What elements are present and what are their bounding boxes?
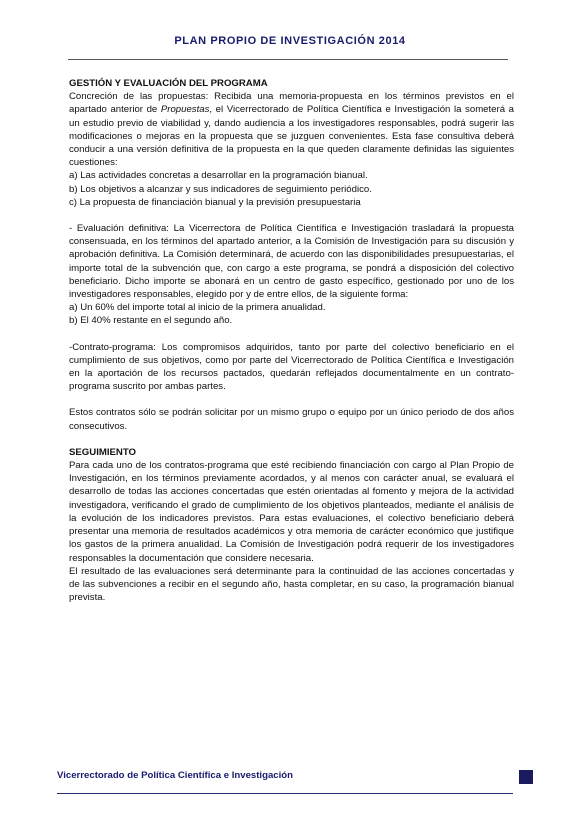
footer-square-icon (519, 770, 533, 784)
paragraph-concrecion-part2: , el Vicerrectorado de Política Científica e Investigación la someterá a un estudio previo de viabilidad y, dando audiencia a los investigadores responsables, podrá sugerir las modificaciones o mejoras en la propuesta que se juzguen convenientes. Esta fase consultiva deberá conducir a una versión definitiva de la propuesta en la que queden claramente definidas las siguientes cuestiones: (69, 104, 514, 169)
footer-divider (57, 793, 513, 794)
section-heading-seguimiento: SEGUIMIENTO (69, 446, 136, 458)
footer-text: Vicerrectorado de Política Científica e Investigación (57, 770, 294, 781)
paragraph-evaluacion: - Evaluación definitiva: La Vicerrectora de Política Científica e Investigación trasladará la propuesta consensuada, en los términos del apartado anterior, a la Comisión de Investigación para su discusión y aprobación definitiva. La Comisión determinará, de acuerdo con las disponibilidades presupuestarias, el importe total de la subvención que, con cargo a este programa, se pondrá a disposición del colectivo beneficiario. Dicho importe se abonará en un centro de gasto específico, gestionado por uno de los investigadores responsables, elegido por y de entre ellos, de la siguiente forma: (69, 223, 514, 301)
spacer (69, 209, 514, 222)
document-body (69, 77, 514, 604)
paragraph-concrecion-part1: Concreción de las propuestas: Recibida una memoria-propuesta en los términos previstos en el apartado anterior de (69, 91, 514, 116)
payment-item-b: b) El 40% restante en el segundo año. (69, 315, 233, 327)
section-heading-gestion: GESTIÓN Y EVALUACIÓN DEL PROGRAMA (69, 78, 268, 89)
paragraph-concrecion-italic: Propuestas (160, 104, 210, 116)
payment-item-a: a) Un 60% del importe total al inicio de la primera anualidad. (69, 302, 326, 314)
spacer (69, 393, 514, 406)
paragraph-contrato: -Contrato-programa: Los compromisos adquiridos, tanto por parte del colectivo beneficiario en el cumplimiento de sus objetivos, como por parte del Vicerrectorado de Política Científica e Investigación en la aportación de los recursos pactados, quedarán reflejados documentalmente en un contrato-programa suscrito por ambas partes. (69, 341, 514, 393)
paragraph-resultado: El resultado de las evaluaciones será determinante para la continuidad de las acciones concertadas y de las subvenciones a recibir en el segundo año, hasta completar, en su caso, la programación bianual prevista. (69, 565, 514, 604)
header-divider (68, 59, 508, 60)
paragraph-contratos-periodo: Estos contratos sólo se podrán solicitar por un mismo grupo o equipo por un único periodo de dos años consecutivos. (69, 407, 514, 432)
list-item-c: c) La propuesta de financiación bianual y la previsión presupuestaria (69, 196, 361, 208)
paragraph-concrecion (69, 90, 514, 169)
list-item-b: b) Los objetivos a alcanzar y sus indicadores de seguimiento periódico. (69, 183, 372, 195)
spacer (69, 433, 514, 446)
spacer (69, 328, 514, 341)
page-header-title: PLAN PROPIO DE INVESTIGACIÓN 2014 (174, 35, 406, 47)
paragraph-seguimiento: Para cada uno de los contratos-programa que esté recibiendo financiación con cargo al Plan Propio de Investigación, en los términos previamente acordados, y al menos con carácter anual, se evaluará el desarrollo de todas las acciones concertadas que estén orientadas al fomento y mejora de la actividad investigadora, verificando el grado de cumplimiento de los objetivos planteados, mediante el análisis de la evolución de los indicadores previstos. Para estas evaluaciones, el colectivo beneficiario deberá presentar una memoria de resultados académicos y otra memoria de carácter económico que justifique los gastos de la primera anualidad. La Comisión de Investigación podrá requerir de los investigadores responsables la documentación que considere necesaria. (69, 460, 514, 564)
list-item-a: a) Las actividades concretas a desarrollar en la programación bianual. (69, 170, 368, 182)
